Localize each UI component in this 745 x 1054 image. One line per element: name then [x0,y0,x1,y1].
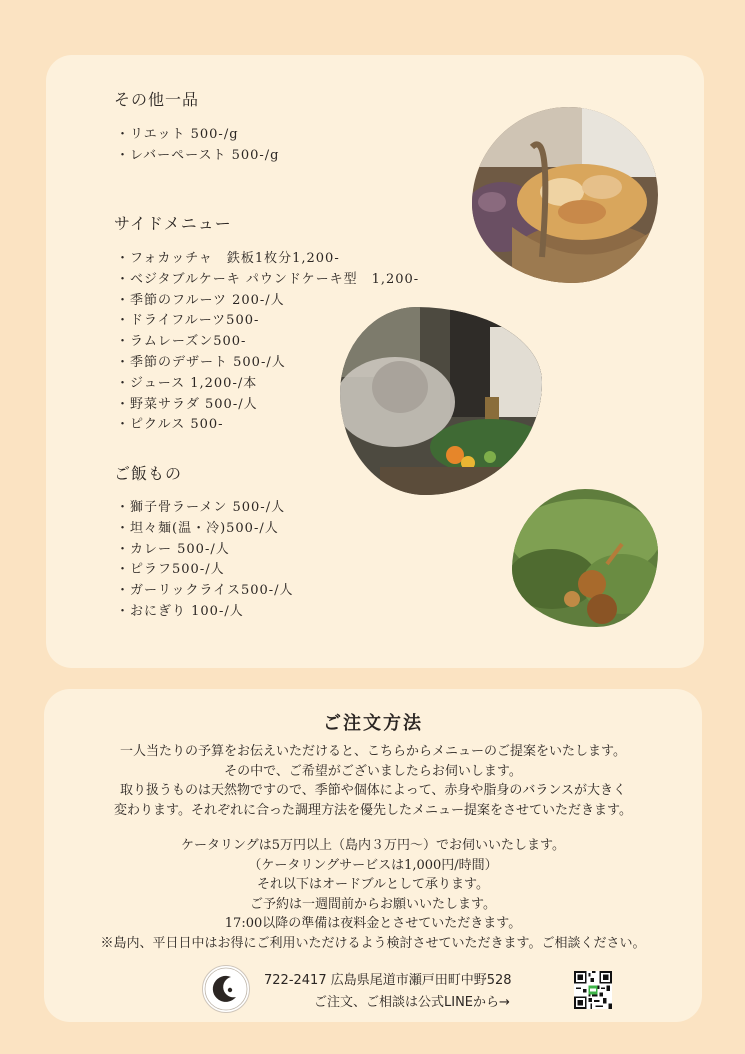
chef-cooking-photo [340,307,542,495]
menu-item: ・フォカッチャ 鉄板1枚分1,200- [116,251,340,266]
menu-item: ・ピラフ500-/人 [116,562,225,578]
order-method-title: ご注文方法 [323,713,423,734]
side-menu-title: サイドメニュー [114,214,232,233]
menu-card [46,55,704,668]
menu-item: ・季節のフルーツ 200-/人 [116,292,285,308]
shop-address: 722-2417 広島県尾道市瀬戸田町中野528 [264,973,512,988]
line-qr-code-icon[interactable] [574,971,612,1009]
text-line: 変わります。それぞれに合った調理方法を優先したメニュー提案をさせていただきます。 [114,802,632,818]
menu-item: ・獅子骨ラーメン 500-/人 [116,500,286,515]
menu-item: ・カレー 500-/人 [116,541,230,557]
crescent-logo-icon [202,965,250,1013]
text-line: ご予約は一週間前からお願いいたします。 [250,896,496,912]
text-line: （ケータリングサービスは1,000円/時間） [248,857,498,873]
menu-item: ・ドライフルーツ500- [116,313,260,329]
menu-item: ・ジュース 1,200-/本 [116,375,258,391]
text-line: ケータリングは5万円以上（島内３万円～）でお伺いいたします。 [181,838,565,853]
text-line: 17:00以降の準備は夜料金とさせていただきます。 [224,916,522,931]
menu-item: ・リエット 500-/g [116,127,239,142]
order-intro-paragraph [44,742,702,820]
other-dishes-list [116,125,279,167]
catering-conditions-paragraph [44,836,702,953]
menu-item: ・坦々麺(温・冷)500-/人 [116,520,279,536]
menu-item: ・ラムレーズン500- [116,334,247,350]
menu-item: ・野菜サラダ 500-/人 [116,396,258,412]
text-line: 取り扱うものは天然物ですので、季節や個体によって、赤身や脂身のバランスが大きく [119,783,627,798]
line-contact-text: ご注文、ご相談は公式LINEから→ [314,995,510,1010]
bread-basket-photo [472,107,658,283]
rice-dishes-list [116,498,294,623]
text-line: それ以下はオードブルとして承ります。 [256,877,490,892]
order-method-card [44,689,702,1022]
menu-item: ・おにぎり 100-/人 [116,603,244,619]
text-line: 一人当たりの予算をお伝えいただけると、こちらからメニューのご提案をいたします。 [120,744,626,759]
menu-item: ・季節のデザート 500-/人 [116,354,286,370]
other-dishes-title: その他一品 [114,90,200,109]
greens-mushrooms-photo [512,489,658,627]
menu-item: ・ピクルス 500- [116,417,224,433]
text-line: ※島内、平日日中はお得にご利用いただけるよう検討させていただきます。ご相談ください。 [100,935,646,951]
menu-item: ・ガーリックライス500-/人 [116,583,294,599]
menu-item: ・レバーペースト 500-/g [116,147,280,163]
rice-dishes-title: ご飯もの [114,464,183,483]
menu-item: ・ベジタブルケーキ パウンドケーキ型 1,200- [116,271,420,287]
text-line: その中で、ご希望がございましたらお伺いします。 [224,763,522,779]
